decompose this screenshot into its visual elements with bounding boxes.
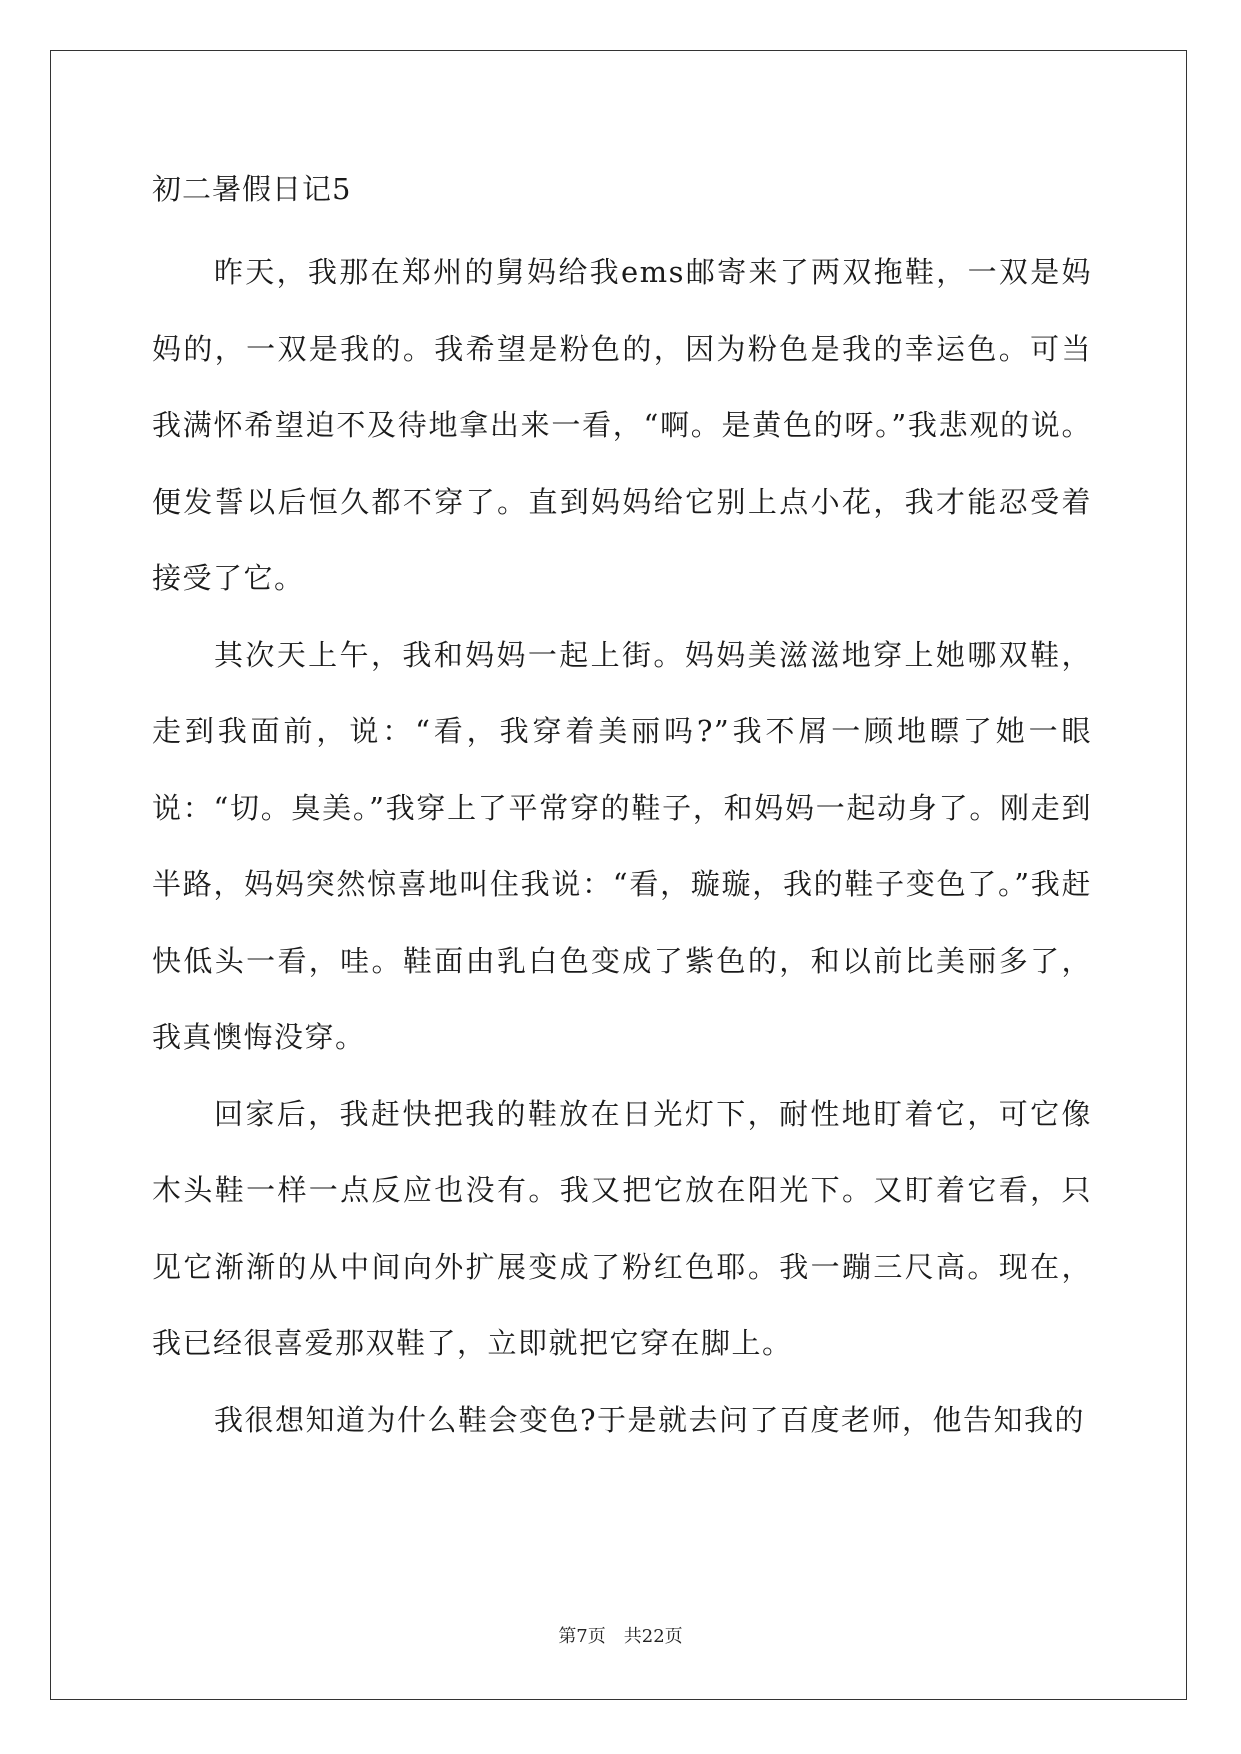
paragraph-4: 我很想知道为什么鞋会变色?于是就去问了百度老师，他告知我的 xyxy=(214,1402,1086,1437)
paragraph-2: 其次天上午，我和妈妈一起上街。妈妈美滋滋地穿上她哪双鞋，走到我面前，说：“看，我穿着美丽吗?”我不屑一顾地瞟了她一眼说：“切。臭美。”我穿上了平常穿的鞋子，和妈妈一起动身了。刚走到半路，妈妈突然惊喜地叫住我说：“看，璇璇，我的鞋子变色了。”我赶快低头一看，哇。鞋面由乳白色变成了紫色的，和以前比美丽多了，我真懊悔没穿。 xyxy=(152,637,1092,1054)
document-body xyxy=(152,160,1092,1458)
paragraph-1: 昨天，我那在郑州的舅妈给我ems邮寄来了两双拖鞋，一双是妈妈的，一双是我的。我希望是粉色的，因为粉色是我的幸运色。可当我满怀希望迫不及待地拿出来一看，“啊。是黄色的呀。”我悲观的说。便发誓以后恒久都不穿了。直到妈妈给它别上点小花，我才能忍受着接受了它。 xyxy=(152,255,1092,595)
page-number-footer: 第7页 共22页 xyxy=(558,1626,683,1647)
document-title: 初二暑假日记5 xyxy=(152,172,352,206)
paragraph-3: 回家后，我赶快把我的鞋放在日光灯下，耐性地盯着它，可它像木头鞋一样一点反应也没有。我又把它放在阳光下。又盯着它看，只见它渐渐的从中间向外扩展变成了粉红色耶。我一蹦三尺高。现在，我已经很喜爱那双鞋了，立即就把它穿在脚上。 xyxy=(152,1096,1092,1360)
